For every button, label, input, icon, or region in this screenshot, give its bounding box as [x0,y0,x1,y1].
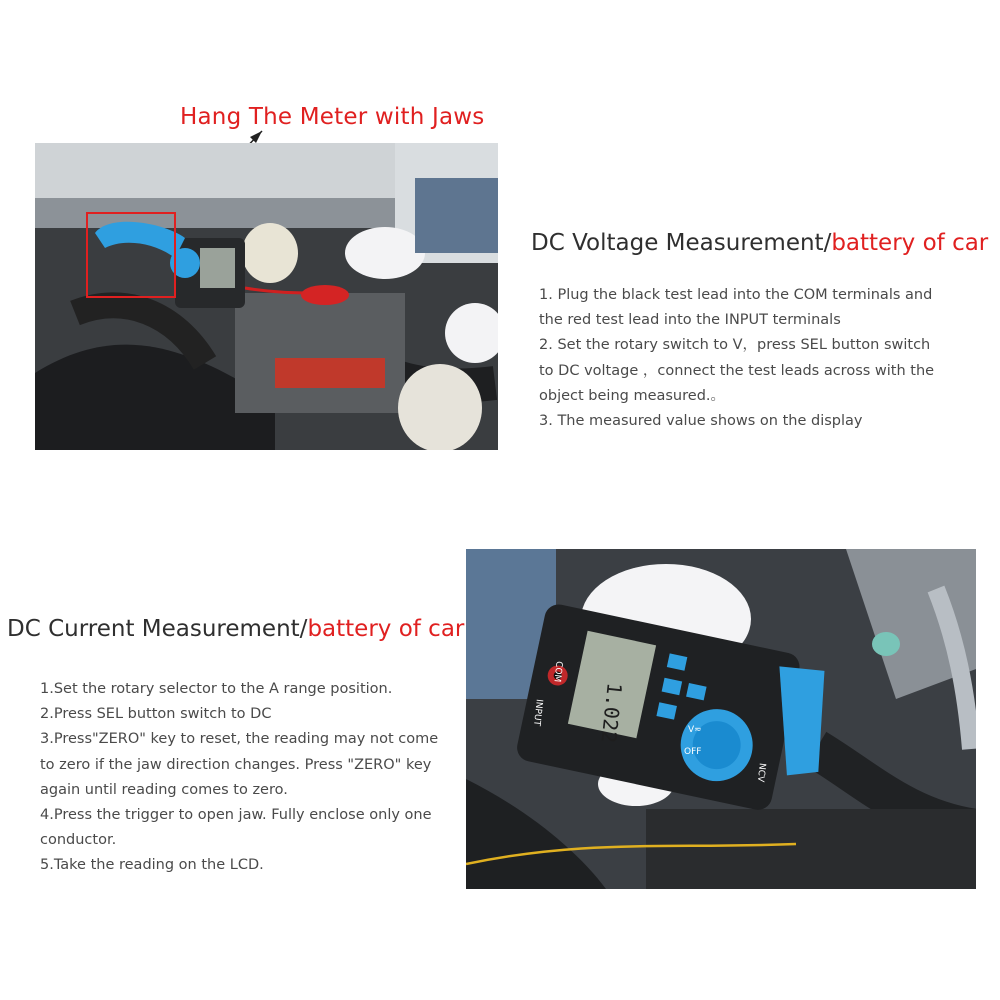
current-title-main: DC Current Measurement/ [7,616,308,642]
current-section-title [7,616,464,642]
voltage-title-main: DC Voltage Measurement/ [531,230,832,256]
ncv-label: NCV [754,762,767,783]
off-label: OFF [684,747,702,757]
current-step-line: 2.Press SEL button switch to DC [40,706,272,723]
voltage-measurement-photo [35,143,498,450]
voltage-step-line: to DC voltage ，connect the test leads across with the [539,362,935,379]
voltage-step-line: 1. Plug the black test lead into the COM terminals and [539,287,933,303]
current-steps [40,677,450,879]
current-step-line: 4.Press the trigger to open jaw. Fully enclose only one [40,806,432,823]
com-label: COM [551,660,564,683]
voltage-step-line: the red test lead into the INPUT terminals [539,312,841,329]
voltage-title-highlight: battery of car [831,230,989,256]
voltage-step-line: object being measured.。 [539,387,726,404]
current-step-line: again until reading comes to zero. [40,781,288,798]
voltage-step-line: 3. The measured value shows on the display [539,412,863,429]
current-step-line: 1.Set the rotary selector to the A range position. [40,681,393,697]
voltage-steps [539,283,935,434]
voltage-step-line: 2. Set the rotary switch to V，press SEL button switch [539,337,931,354]
voltage-section-title [531,230,988,256]
current-step-line: to zero if the jaw direction changes. Press "ZERO" key [40,756,432,773]
current-step-line: 5.Take the reading on the LCD. [40,857,264,874]
input-label: INPUT [531,698,544,727]
lcd-reading: 1.022 [596,681,627,745]
current-step-line: 3.Press"ZERO" key to reset, the reading may not come [40,731,439,748]
v-label: V≂ [688,725,702,735]
current-measurement-photo [466,549,976,889]
current-step-line: conductor. [40,832,117,849]
current-title-highlight: battery of car [307,616,465,642]
jaw-annotation-label: Hang The Meter with Jaws [180,104,485,130]
